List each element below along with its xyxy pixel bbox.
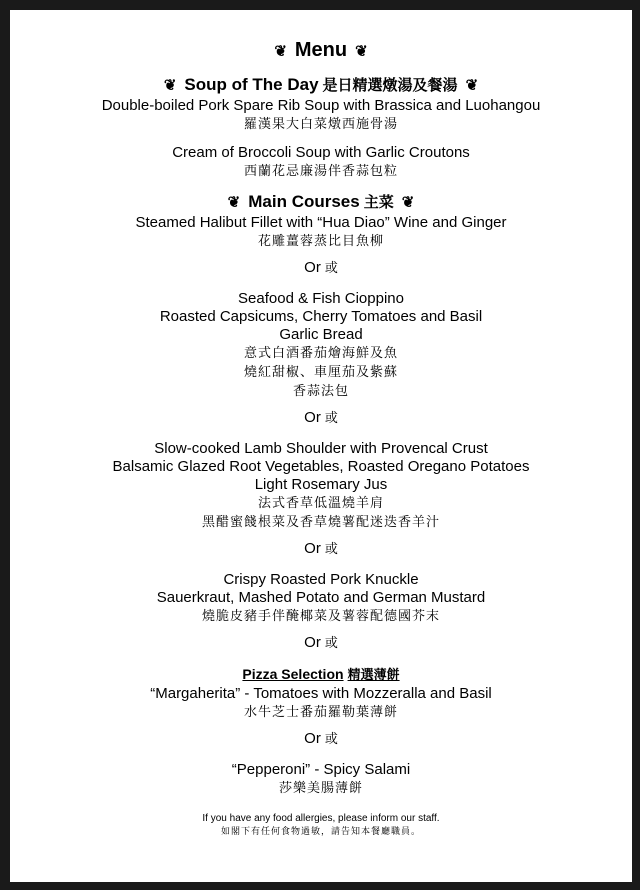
or-en: Or <box>304 259 321 276</box>
soup-heading-en: Soup of The Day <box>184 75 319 94</box>
or-divider <box>10 634 632 653</box>
main-heading-en: Main Courses <box>248 192 360 211</box>
main-item-en: Sauerkraut, Mashed Potato and German Mustard <box>156 589 486 606</box>
or-en: Or <box>304 409 321 426</box>
main-item-en: Steamed Halibut Fillet with “Hua Diao” Wine and Ginger <box>135 214 507 231</box>
ornament-icon: ❦ <box>274 43 287 60</box>
menu-page <box>10 10 632 882</box>
main-item-zh: 法式香草低溫燒羊肩 <box>257 496 384 511</box>
pizza-item-zh: 莎樂美腸薄餅 <box>278 781 363 796</box>
main-heading-zh: 主菜 <box>363 193 394 211</box>
or-zh: 或 <box>324 542 338 557</box>
menu-title-row <box>10 38 632 64</box>
ornament-icon: ❦ <box>227 194 241 211</box>
or-zh: 或 <box>324 411 338 426</box>
ornament-icon: ❦ <box>163 77 177 94</box>
soup-item-en: Double-boiled Pork Spare Rib Soup with Brassica and Luohangou <box>101 97 541 114</box>
or-zh: 或 <box>324 636 338 651</box>
pizza-item-en: “Margaherita” - Tomatoes with Mozzeralla and Basil <box>150 685 492 702</box>
ornament-icon: ❦ <box>355 43 368 60</box>
or-divider <box>10 730 632 749</box>
pizza-heading-en: Pizza Selection <box>242 666 344 682</box>
main-item-zh: 黑醋蜜餞根菜及香草燒薯配迷迭香羊汁 <box>201 515 440 530</box>
soup-heading <box>10 74 632 97</box>
main-item-zh: 香蒜法包 <box>292 384 349 399</box>
or-divider <box>10 540 632 559</box>
pizza-heading-zh: 精選薄餅 <box>347 668 400 683</box>
pizza-item-en: “Pepperoni” - Spicy Salami <box>231 761 411 778</box>
main-item-zh: 燒紅甜椒、車厘茄及紫蘇 <box>243 365 398 380</box>
soup-item-zh: 西蘭花忌廉湯伴香蒜包粒 <box>243 164 398 179</box>
soup-heading-zh: 是日精選燉湯及餐湯 <box>322 76 458 94</box>
main-item-en: Slow-cooked Lamb Shoulder with Provencal Crust <box>154 440 488 457</box>
main-item-zh: 燒脆皮豬手伴醃椰菜及薯蓉配德國芥末 <box>201 609 440 624</box>
or-en: Or <box>304 634 321 651</box>
main-item-en: Garlic Bread <box>279 326 363 343</box>
main-item-en: Crispy Roasted Pork Knuckle <box>223 571 419 588</box>
or-divider <box>10 259 632 278</box>
soup-item-zh: 羅漢果大白菜燉西施骨湯 <box>243 117 398 132</box>
soup-item-en: Cream of Broccoli Soup with Garlic Croutons <box>172 144 470 161</box>
or-en: Or <box>304 730 321 747</box>
main-item-en: Light Rosemary Jus <box>254 476 388 493</box>
main-courses-heading <box>10 191 632 214</box>
main-item-en: Seafood & Fish Cioppino <box>238 290 404 307</box>
or-zh: 或 <box>324 261 338 276</box>
main-item-zh: 意式白酒番茄燴海鮮及魚 <box>243 346 398 361</box>
menu-title: Menu <box>294 39 348 61</box>
pizza-heading <box>242 665 399 685</box>
main-item-en: Roasted Capsicums, Cherry Tomatoes and Basil <box>159 308 483 325</box>
ornament-icon: ❦ <box>465 77 479 94</box>
allergy-notice-en: If you have any food allergies, please inform our staff. <box>202 813 440 824</box>
ornament-icon: ❦ <box>401 194 415 211</box>
allergy-notice-zh: 如閣下有任何食物過敏，請告知本餐廳職員。 <box>220 827 421 837</box>
main-item-en: Balsamic Glazed Root Vegetables, Roasted Oregano Potatoes <box>112 458 530 475</box>
or-zh: 或 <box>324 732 338 747</box>
or-en: Or <box>304 540 321 557</box>
menu-content <box>10 38 632 839</box>
or-divider <box>10 409 632 428</box>
pizza-item-zh: 水牛芝士番茄羅勒葉薄餅 <box>243 705 398 720</box>
main-item-zh: 花雕薑蓉蒸比目魚柳 <box>257 234 384 249</box>
